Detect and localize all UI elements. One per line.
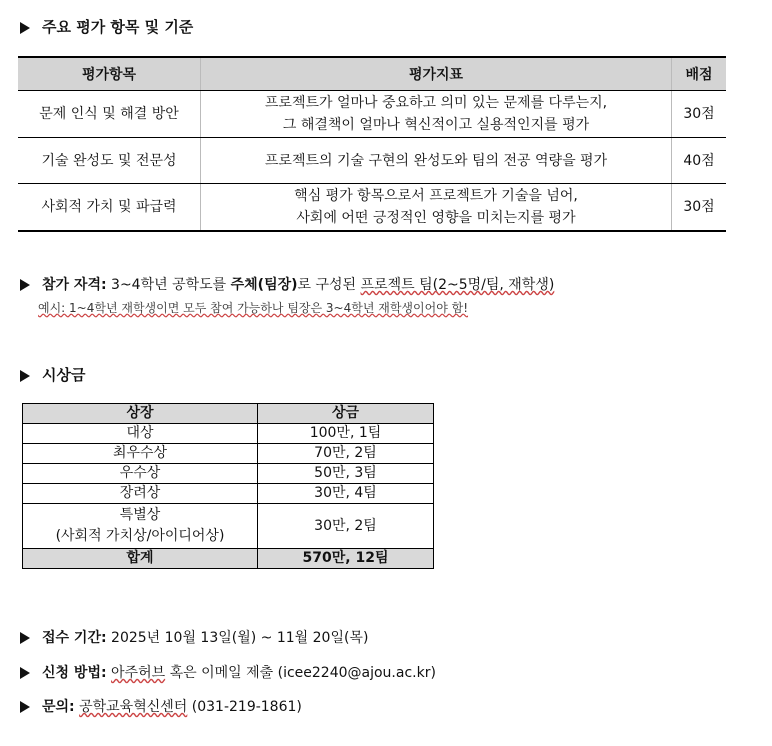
criteria-section-title: 주요 평가 항목 및 기준 [42,18,194,36]
prize-total-label: 합계 [23,549,258,569]
eligibility-text-a: 3~4학년 공학도를 [111,277,231,293]
table-row [23,444,434,464]
criteria-item: 사회적 가치 및 파급력 [18,184,201,232]
apply-value: 혹은 이메일 제출 (icee2240@ajou.ac.kr) [165,665,436,681]
criteria-indicator-line: 프로젝트가 얼마나 중요하고 의미 있는 문제를 다루는지, [264,95,608,111]
table-row [18,184,726,232]
bullet-triangle-icon [20,22,30,34]
table-row [23,424,434,444]
criteria-item: 문제 인식 및 해결 방안 [18,91,201,138]
prize-header-money: 상금 [258,404,434,424]
contact-label: 문의: [42,699,75,715]
eligibility-team: 프로젝트 팀(2~5명/팀, 재학생) [360,277,555,293]
eligibility-bold: 주체(팀장) [230,277,298,293]
prize-special-sub: (사회적 가치상/아이디어상) [55,528,225,544]
prize-money: 30만, 4팀 [258,484,434,504]
contact-value: (031-219-1861) [187,699,302,715]
bullet-triangle-icon [20,370,30,382]
prize-table [22,403,434,569]
criteria-indicator-line: 핵심 평가 항목으로서 프로젝트가 기술을 넘어, [294,188,578,204]
criteria-indicator-line: 프로젝트의 기술 구현의 완성도와 팀의 전공 역량을 평가 [264,152,608,169]
table-row [23,504,434,549]
contact-line [20,696,302,716]
table-row [23,484,434,504]
criteria-header-item: 평가항목 [18,57,201,91]
criteria-score: 40점 [672,138,727,184]
prize-award: 우수상 [23,464,258,484]
criteria-score: 30점 [672,184,727,232]
criteria-indicator-line: 그 해결책이 얼마나 혁신적이고 실용적인지를 평가 [282,117,590,133]
prize-award [23,504,258,549]
bullet-triangle-icon [20,632,30,644]
prize-section-heading [20,364,85,385]
prize-section-title: 시상금 [42,366,86,384]
prize-header-row [23,404,434,424]
criteria-item: 기술 완성도 및 전문성 [18,138,201,184]
criteria-header-score: 배점 [672,57,727,91]
apply-label: 신청 방법: [42,665,107,681]
bullet-triangle-icon [20,701,30,713]
period-line [20,627,368,647]
criteria-indicator [201,91,672,138]
prize-money: 70만, 2팀 [258,444,434,464]
prize-total-money: 570만, 12팀 [258,549,434,569]
criteria-header-indicator: 평가지표 [201,57,672,91]
criteria-score: 30점 [672,91,727,138]
table-row [18,91,726,138]
criteria-indicator [201,184,672,232]
prize-money: 30만, 2팀 [258,504,434,549]
prize-money: 50만, 3팀 [258,464,434,484]
criteria-indicator-line: 사회에 어떤 긍정적인 영향을 미치는지를 평가 [296,210,576,226]
prize-money: 100만, 1팀 [258,424,434,444]
table-row-total [23,549,434,569]
apply-hub-link[interactable]: 아주허브 [111,665,166,681]
bullet-triangle-icon [20,279,30,291]
table-row [23,464,434,484]
eligibility-label: 참가 자격: [42,277,107,293]
prize-award: 대상 [23,424,258,444]
criteria-section-heading [20,16,193,37]
eligibility-text-b: 로 구성된 [297,277,361,293]
eligibility-line [20,274,554,294]
apply-line [20,662,436,682]
criteria-header-row [18,57,726,91]
eligibility-example: 예시: 1~4학년 재학생이면 모두 참여 가능하나 팀장은 3~4학년 재학생이어야 함! [38,301,469,315]
criteria-indicator [201,138,672,184]
prize-award: 장려상 [23,484,258,504]
prize-special-name: 특별상 [119,507,161,523]
contact-center: 공학교육혁신센터 [79,699,188,715]
criteria-table [18,56,726,232]
bullet-triangle-icon [20,667,30,679]
prize-header-award: 상장 [23,404,258,424]
period-label: 접수 기간: [42,630,107,646]
period-value: 2025년 10월 13일(월) ~ 11월 20일(목) [111,630,369,646]
prize-award: 최우수상 [23,444,258,464]
table-row [18,138,726,184]
